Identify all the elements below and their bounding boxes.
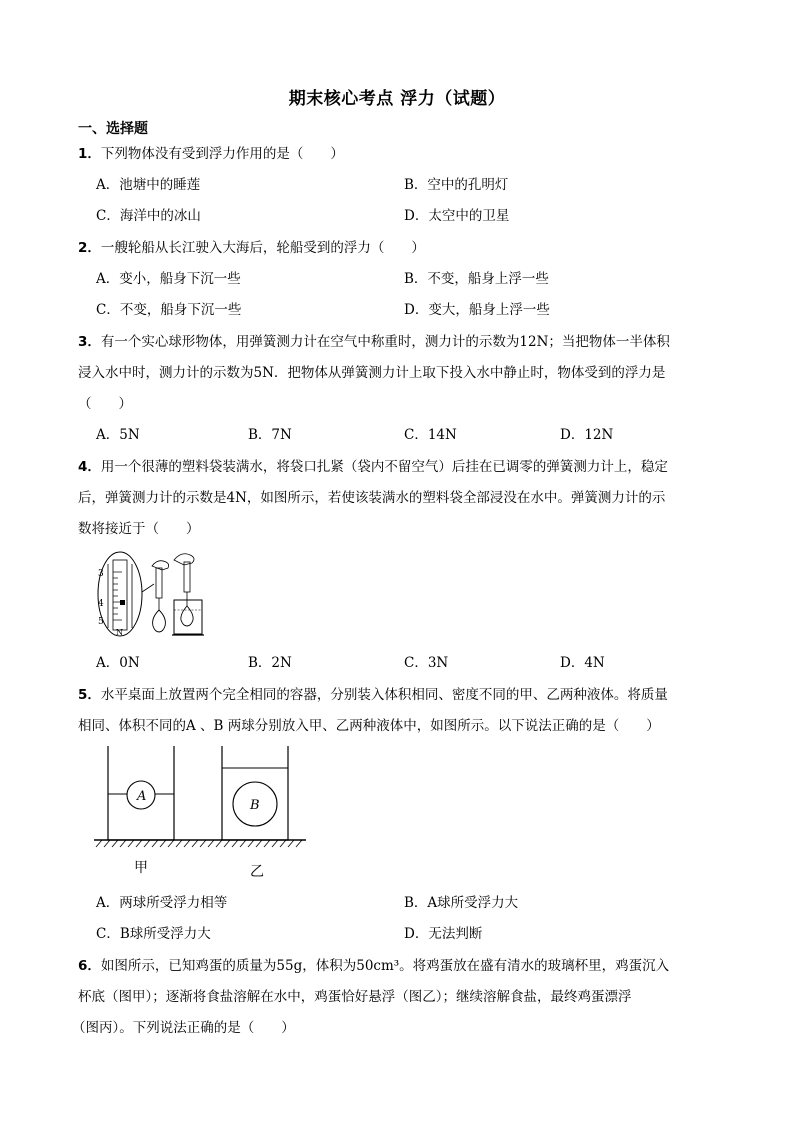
question-number: 1． xyxy=(78,146,101,162)
question-number: 2． xyxy=(78,240,101,256)
question-number: 3． xyxy=(78,334,101,350)
scale-mark-5: 5 xyxy=(98,617,104,627)
containers-figure xyxy=(94,746,314,882)
q5-option-d: D．无法判断 xyxy=(404,926,483,942)
q5-option-c: C．B球所受浮力大 xyxy=(96,926,211,942)
question-3-line-3: （ ） xyxy=(78,396,132,412)
hand-icon xyxy=(152,561,169,570)
table-hatch-line xyxy=(216,840,222,847)
question-6-line-1 xyxy=(78,956,718,976)
table-hatch-line xyxy=(224,840,230,847)
question-number: 6． xyxy=(78,958,101,974)
ball-a-label: A xyxy=(137,789,147,804)
q1-option-d: D．太空中的卫星 xyxy=(404,208,510,224)
q2-option-a: A．变小，船身下沉一些 xyxy=(96,271,241,287)
q4-option-c: C．3N xyxy=(404,655,449,671)
table-hatch-line xyxy=(264,840,270,847)
question-4-line-3: 数将接近于（ ） xyxy=(78,521,200,537)
q5-option-a: A．两球所受浮力相等 xyxy=(96,895,228,911)
question-4-line-2: 后，弹簧测力计的示数是4N，如图所示，若使该装满水的塑料袋全部浸没在水中。弹簧测力计的示 xyxy=(78,490,666,506)
q4-option-b: B．2N xyxy=(248,655,292,671)
q2-option-c: C．不变，船身下沉一些 xyxy=(96,302,242,318)
table-hatch-line xyxy=(256,840,262,847)
q4-option-a: A．0N xyxy=(96,655,140,671)
question-5-line-2: 相同、体积不同的A 、B 两球分别放入甲、乙两种液体中，如图所示。以下说法正确的是（ ） xyxy=(78,718,660,734)
table-hatch-line xyxy=(200,840,206,847)
q4-option-d: D．4N xyxy=(560,655,605,671)
question-number: 5． xyxy=(78,687,101,703)
table-hatch-line xyxy=(208,840,214,847)
question-stem: 如图所示，已知鸡蛋的质量为55g，体积为50cm³。将鸡蛋放在盛有清水的玻璃杯里，鸡蛋沉入 xyxy=(100,958,670,974)
question-stem: 下列物体没有受到浮力作用的是（ ） xyxy=(100,146,344,162)
q1-option-a: A．池塘中的睡莲 xyxy=(96,177,201,193)
table-hatch-line xyxy=(120,840,126,847)
scale-unit: N xyxy=(116,628,123,637)
question-2 xyxy=(78,238,718,258)
table-hatch-line xyxy=(296,840,302,847)
table-hatch-line xyxy=(240,840,246,847)
table-hatch-line xyxy=(128,840,134,847)
table-hatch-line xyxy=(272,840,278,847)
table-hatch-line xyxy=(192,840,198,847)
spring-scale-2 xyxy=(184,562,190,592)
question-3-line-1 xyxy=(78,332,718,352)
spring-scale-figure xyxy=(94,548,214,640)
table-hatch-line xyxy=(168,840,174,847)
question-5-line-1 xyxy=(78,685,718,705)
question-stem: 用一个很薄的塑料袋装满水，将袋口扎紧（袋内不留空气）后挂在已调零的弹簧测力计上，稳定 xyxy=(100,459,668,475)
table-hatch-line xyxy=(112,840,118,847)
scale-magnifier xyxy=(98,552,142,636)
q1-option-c: C．海洋中的冰山 xyxy=(96,208,201,224)
question-number: 4． xyxy=(78,459,101,475)
scale-mark-3: 3 xyxy=(98,569,104,579)
question-stem: 有一个实心球形物体，用弹簧测力计在空气中称重时，测力计的示数为12N；当把物体一半体积 xyxy=(100,334,670,350)
beaker xyxy=(174,600,202,634)
question-6-line-3: （图丙）。下列说法正确的是（ ） xyxy=(72,1020,295,1036)
scale-pointer xyxy=(120,600,125,605)
water-bag-in-air xyxy=(153,610,166,632)
table-hatch-line xyxy=(248,840,254,847)
table-hatch-line xyxy=(288,840,294,847)
q3-option-a: A．5N xyxy=(96,427,140,443)
table-hatch-line xyxy=(280,840,286,847)
table-hatch-line xyxy=(104,840,110,847)
spring-scale-1 xyxy=(156,568,162,598)
table-hatch-line xyxy=(96,840,102,847)
q2-option-b: B．不变，船身上浮一些 xyxy=(404,271,549,287)
question-6-line-2: 杯底（图甲）；逐渐将食盐溶解在水中，鸡蛋恰好悬浮（图乙）；继续溶解食盐，最终鸡蛋漂浮 xyxy=(78,989,632,1005)
ball-b-label: B xyxy=(250,798,260,813)
label-yi: 乙 xyxy=(250,864,264,880)
question-stem: 一艘轮船从长江驶入大海后，轮船受到的浮力（ ） xyxy=(100,240,425,256)
q2-option-d: D．变大，船身上浮一些 xyxy=(404,302,550,318)
water-bag-in-water xyxy=(181,606,193,626)
table-hatch-line xyxy=(232,840,238,847)
q5-option-b: B．A球所受浮力大 xyxy=(404,895,519,911)
table-hatch-line xyxy=(160,840,166,847)
table-hatch-line xyxy=(144,840,150,847)
table-hatch-line xyxy=(152,840,158,847)
table-hatch-line xyxy=(136,840,142,847)
question-3-line-2: 浸入水中时，测力计的示数为5N．把物体从弹簧测力计上取下投入水中静止时，物体受到的浮力是 xyxy=(78,365,666,381)
question-1 xyxy=(78,144,718,164)
question-stem: 水平桌面上放置两个完全相同的容器，分别装入体积相同、密度不同的甲、乙两种液体。将质量 xyxy=(100,687,668,703)
q3-option-c: C．14N xyxy=(404,427,457,443)
q1-option-b: B．空中的孔明灯 xyxy=(404,177,509,193)
page-title: 期末核心考点 浮力（试题） xyxy=(288,89,506,109)
scale-mark-4: 4 xyxy=(98,599,104,609)
table-hatch-line xyxy=(176,840,182,847)
q3-option-b: B．7N xyxy=(248,427,292,443)
question-4-line-1 xyxy=(78,457,718,477)
table-hatch-line xyxy=(184,840,190,847)
section-heading: 一、选择题 xyxy=(78,121,148,137)
label-jia: 甲 xyxy=(134,860,148,876)
q3-option-d: D．12N xyxy=(560,427,614,443)
